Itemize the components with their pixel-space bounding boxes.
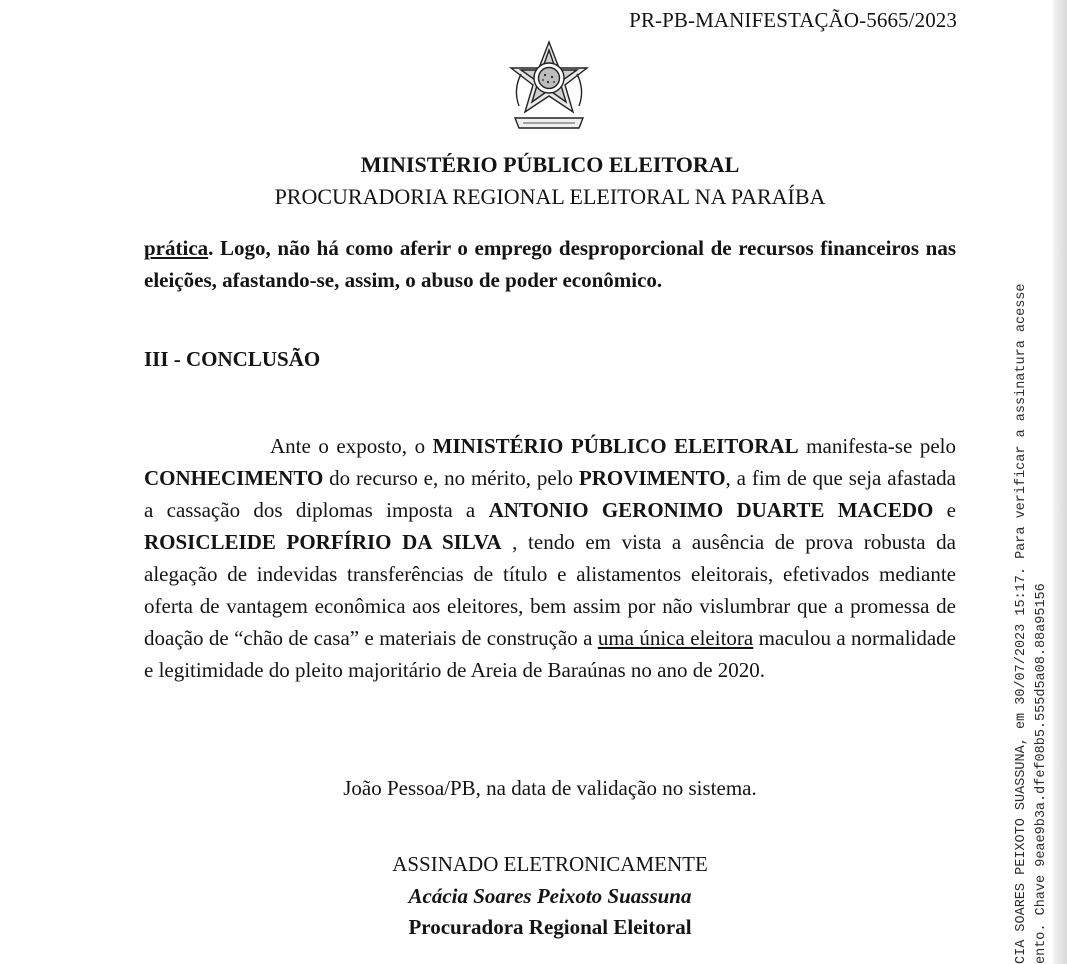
conclusion-bold-name-2: ROSICLEIDE PORFÍRIO DA SILVA [144,530,502,554]
document-number: PR-PB-MANIFESTAÇÃO-5665/2023 [629,8,957,32]
conclusion-text-2: manifesta-se pelo [798,434,956,458]
conclusion-text-6: , tendo em vista a ausência de prova robusta da alegação de indevidas transferências de título e alistamentos eleitorais, efetivados mediante oferta de vantagem econômica aos eleitores, bem assim por não vislumbrar que a promessa de doação de “chão de casa” e materiais de construção a [144,530,956,650]
signed-label: ASSINADO ELETRONICAMENTE [392,852,708,876]
conclusion-text-4: , a fim de que seja afastada a cassação dos diplomas imposta a [144,466,957,522]
stamp-line-1: CIA SOARES PEIXOTO SUASSUNA, em 30/07/2023 15:17. Para verificar a assinatura acesse [1014,283,1029,964]
conclusion-paragraph [144,430,956,686]
organization-title: MINISTÉRIO PÚBLICO ELEITORAL [360,152,740,177]
intro-underlined-word: prática [144,236,209,260]
signature-verification-stamp [1012,283,1052,964]
page-edge-shadow [1053,0,1067,964]
conclusion-bold-name-1: ANTONIO GERONIMO DUARTE MACEDO [488,498,934,522]
stamp-line-2: ento. Chave 9eae9b3a.dfef08b5.555d5a08.88a95156 [1034,583,1049,964]
intro-text: . Logo, não há como aferir o emprego desproporcional de recursos financeiros nas eleições, afastando-se, assim, o abuso de poder econômico. [144,236,956,292]
conclusion-text-1: Ante o exposto, o [270,434,433,458]
section-heading: III - CONCLUSÃO [144,347,321,371]
signer-name: Acácia Soares Peixoto Suassuna [408,884,692,908]
brazil-coat-of-arms-icon [503,38,595,138]
intro-paragraph [144,232,956,296]
signer-role: Procuradora Regional Eleitoral [408,915,692,939]
organization-subtitle: PROCURADORIA REGIONAL ELEITORAL NA PARAÍBA [274,184,826,209]
conclusion-bold-provimento: PROVIMENTO [578,466,726,490]
place-date-line: João Pessoa/PB, na data de validação no sistema. [343,776,757,800]
conclusion-text-7: maculou a normalidade e legitimidade do pleito majoritário de Areia de Baraúnas no ano de 2020. [144,626,957,682]
conclusion-text-5: e [933,498,956,522]
conclusion-bold-ministry: MINISTÉRIO PÚBLICO ELEITORAL [432,434,799,458]
conclusion-bold-conhecimento: CONHECIMENTO [144,466,324,490]
conclusion-underlined-phrase: uma única eleitora [597,626,754,650]
conclusion-text-3: do recurso e, no mérito, pelo [323,466,579,490]
